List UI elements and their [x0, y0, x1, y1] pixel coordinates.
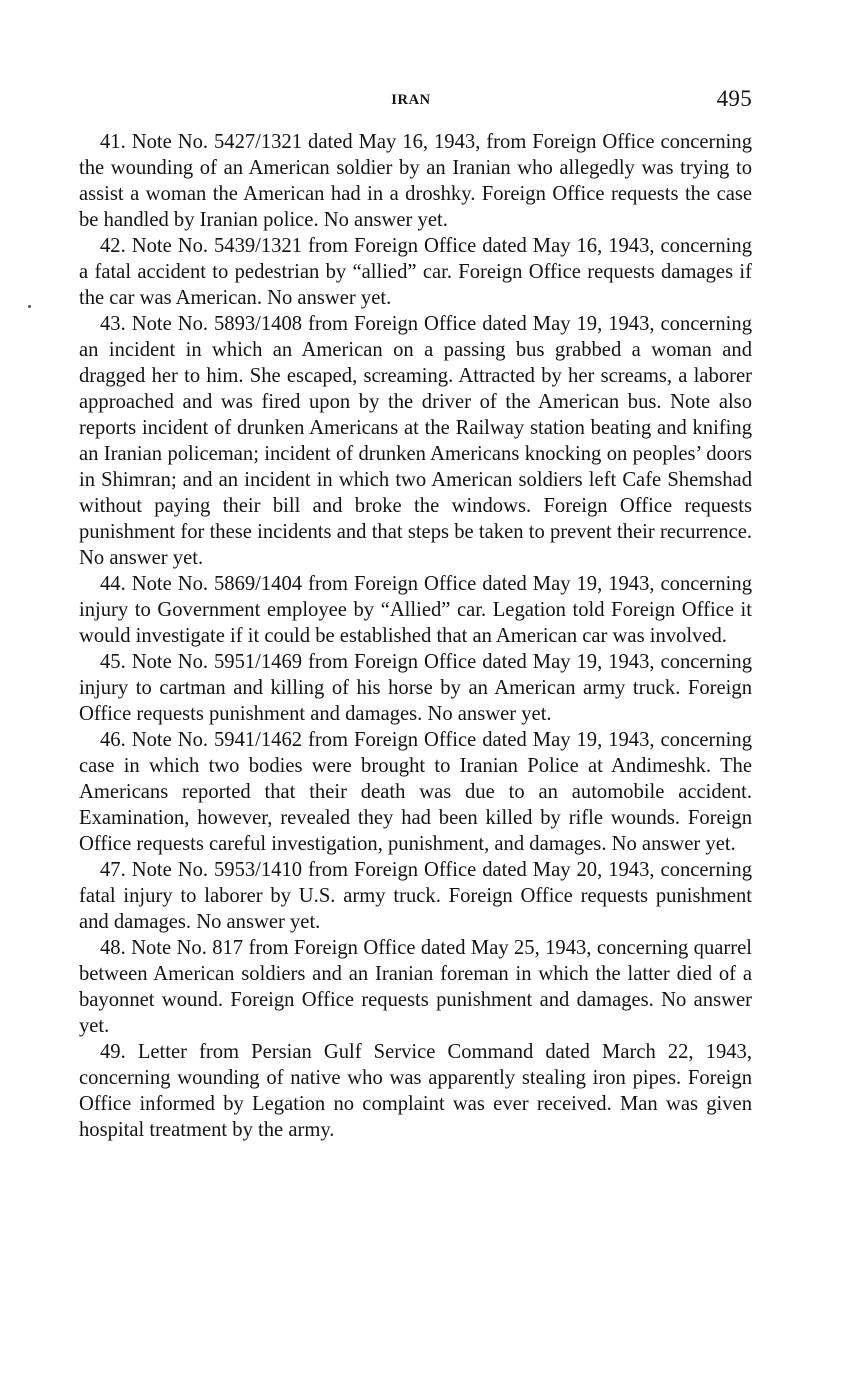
running-head — [0, 86, 850, 116]
entry-49: 49. Letter from Persian Gulf Service Command dated March 22, 1943, concerning wounding of native who was apparently stealing iron pipes. Foreign Office informed by Legation no complaint was ever received. Man was given hospital treatment by the army. — [79, 1041, 752, 1141]
entry-42: 42. Note No. 5439/1321 from Foreign Office dated May 16, 1943, concerning a fatal accident to pedestrian by “allied” car. Foreign Office requests damages if the car was American. No answer yet. — [79, 235, 752, 309]
entry-44: 44. Note No. 5869/1404 from Foreign Office dated May 19, 1943, concerning injury to Government employee by “Allied” car. Legation told Foreign Office it would investigate if it could be established that an American car was involved. — [79, 573, 752, 647]
entry-45: 45. Note No. 5951/1469 from Foreign Office dated May 19, 1943, concerning injury to cartman and killing of his horse by an American army truck. Foreign Office requests punishment and damages. No answer yet. — [79, 651, 752, 725]
entry-48: 48. Note No. 817 from Foreign Office dated May 25, 1943, concerning quarrel between American soldiers and an Iranian foreman in which the latter died of a bayonnet wound. Foreign Office requests punishment and damages. No answer yet. — [79, 937, 752, 1037]
body-text — [79, 129, 752, 1143]
entry-41: 41. Note No. 5427/1321 dated May 16, 1943, from Foreign Office concerning the wounding of an American soldier by an Iranian who allegedly was trying to assist a woman the American had in a droshky. Foreign Office requests the case be handled by Iranian police. No answer yet. — [79, 131, 752, 231]
entry-46: 46. Note No. 5941/1462 from Foreign Office dated May 19, 1943, concerning case in which two bodies were brought to Iranian Police at Andimeshk. The Americans reported that their death was due to an automobile accident. Examination, however, revealed they had been killed by rifle wounds. Foreign Office requests careful investigation, punishment, and damages. No answer yet. — [79, 729, 752, 855]
running-title: IRAN — [391, 92, 431, 108]
page-number: 495 — [716, 86, 752, 111]
entry-43: 43. Note No. 5893/1408 from Foreign Office dated May 19, 1943, concerning an incident in which an American on a passing bus grabbed a woman and dragged her to him. She escaped, screaming. Attracted by her screams, a laborer approached and was fired upon by the driver of the American bus. Note also reports incident of drunken Americans at the Railway station beating and knifing an Iranian policeman; incident of drunken Americans knocking on peoples’ doors in Shimran; and an incident in which two American soldiers left Cafe Shemshad without paying their bill and broke the windows. Foreign Office requests punishment for these incidents and that steps be taken to prevent their recurrence. No answer yet. — [79, 313, 752, 569]
entry-47: 47. Note No. 5953/1410 from Foreign Office dated May 20, 1943, concerning fatal injury to laborer by U.S. army truck. Foreign Office requests punishment and damages. No answer yet. — [79, 859, 752, 933]
stray-ink-mark — [28, 305, 31, 308]
